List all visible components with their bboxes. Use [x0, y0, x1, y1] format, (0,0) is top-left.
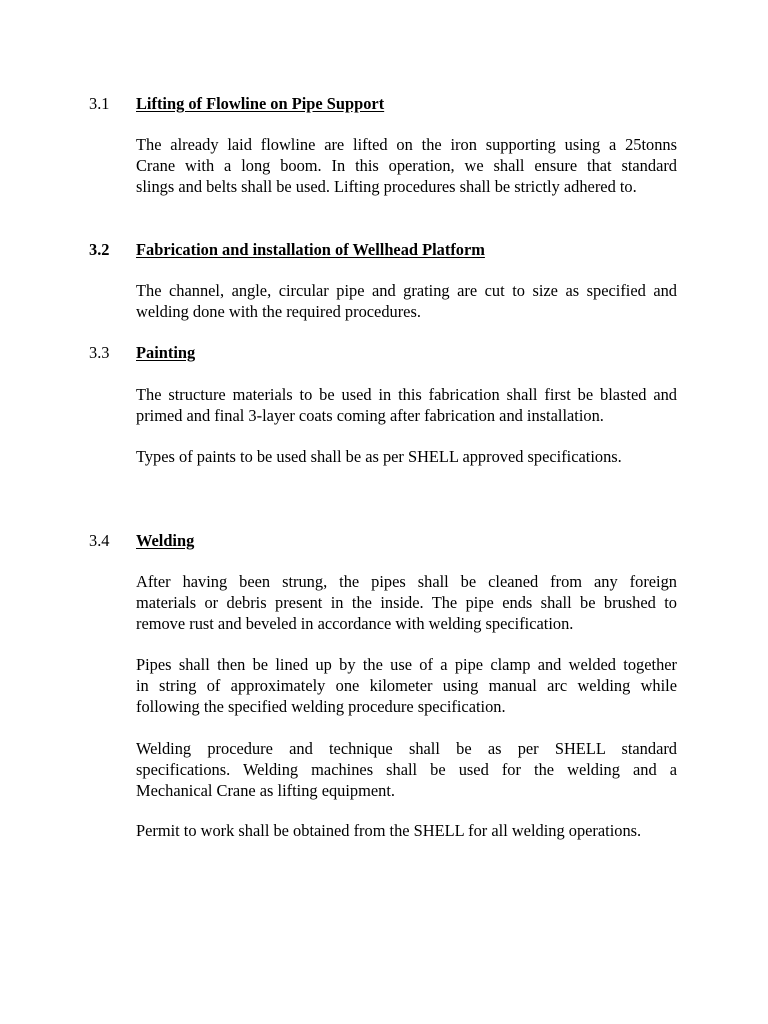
text-line: Mechanical Crane as lifting equipment.	[136, 780, 395, 800]
section-heading-3-3	[89, 343, 689, 365]
paragraph	[136, 572, 677, 634]
section-title: Welding	[136, 531, 195, 550]
paragraph	[136, 135, 677, 197]
section-number: 3.4	[89, 531, 110, 550]
paragraph	[136, 739, 677, 801]
text-line: Crane with a long boom. In this operation, we shall ensure that standard	[136, 155, 677, 175]
text-line: Welding procedure and technique shall be as per SHELL standard	[136, 739, 677, 758]
section-number: 3.2	[89, 240, 110, 259]
text-line: Pipes shall then be lined up by the use of a pipe clamp and welded together	[136, 655, 677, 674]
section-number: 3.3	[89, 343, 110, 362]
paragraph	[136, 447, 677, 468]
section-heading-3-4	[89, 531, 689, 553]
text-line: materials or debris present in the inside. The pipe ends shall be brushed to	[136, 592, 677, 612]
section-title: Painting	[136, 343, 196, 362]
text-line: The channel, angle, circular pipe and grating are cut to size as specified and	[136, 281, 677, 300]
text-line: The already laid flowline are lifted on the iron supporting using a 25tonns	[136, 135, 677, 154]
text-line: in string of approximately one kilometer using manual arc welding while	[136, 675, 677, 695]
text-line: remove rust and beveled in accordance with welding specification.	[136, 613, 574, 633]
section-number: 3.1	[89, 94, 110, 113]
section-title: Lifting of Flowline on Pipe Support	[136, 94, 385, 113]
paragraph	[136, 655, 677, 717]
text-line: specifications. Welding machines shall be used for the welding and a	[136, 759, 677, 779]
text-line: Types of paints to be used shall be as per SHELL approved specifications.	[136, 447, 622, 466]
text-line: welding done with the required procedures.	[136, 301, 421, 321]
text-line: primed and final 3-layer coats coming after fabrication and installation.	[136, 405, 604, 425]
text-line: following the specified welding procedure specification.	[136, 696, 506, 716]
paragraph	[136, 821, 677, 842]
text-line: The structure materials to be used in this fabrication shall first be blasted and	[136, 385, 677, 404]
section-heading-3-1	[89, 94, 689, 116]
text-line: After having been strung, the pipes shall be cleaned from any foreign	[136, 572, 677, 591]
section-title: Fabrication and installation of Wellhead Platform	[136, 240, 485, 259]
section-heading-3-2	[89, 240, 689, 262]
paragraph	[136, 281, 677, 323]
paragraph	[136, 385, 677, 427]
text-line: slings and belts shall be used. Lifting procedures shall be strictly adhered to.	[136, 176, 637, 196]
text-line: Permit to work shall be obtained from the SHELL for all welding operations.	[136, 821, 642, 840]
